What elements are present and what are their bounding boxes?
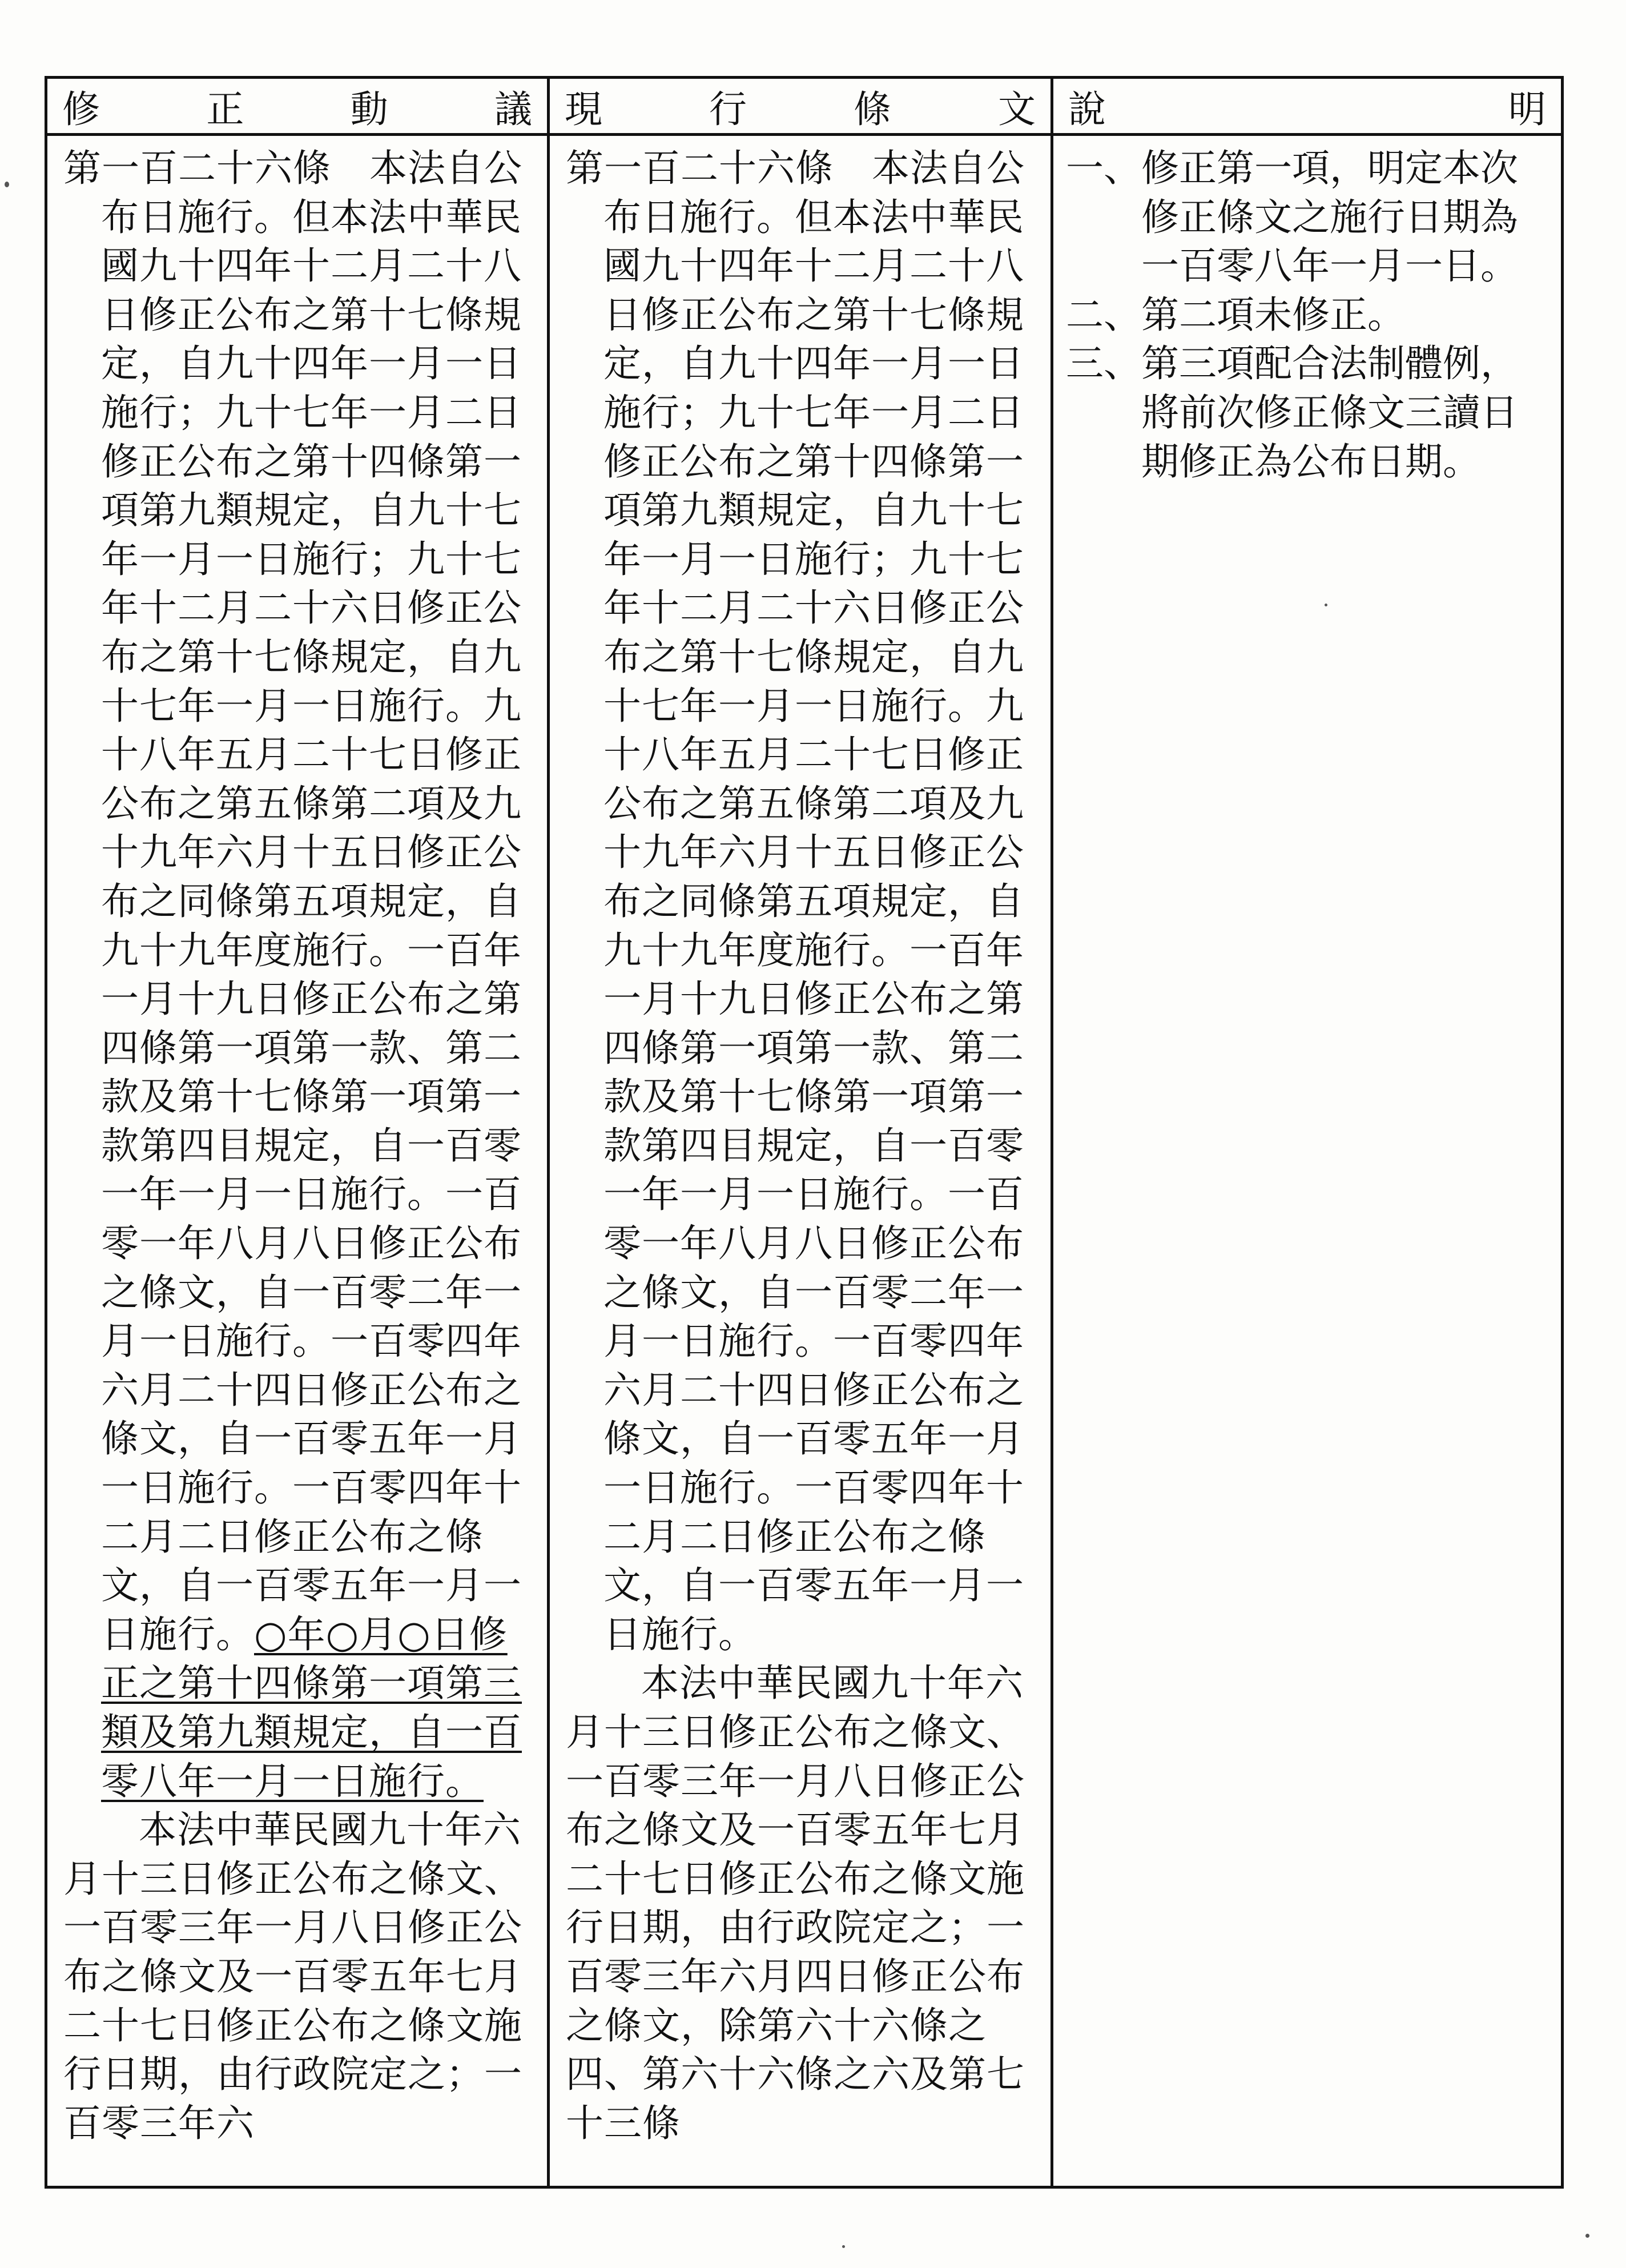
header-char: 現 xyxy=(565,87,602,131)
header-row xyxy=(46,78,1563,135)
current-cell xyxy=(549,135,1052,2187)
current-article: 第一百二十六條 本法自公布日施行。但本法中華民國九十四年十二月二十八日修正公布之第十七條規定，自九十四年一月一日施行；九十七年一月二日修正公布之第十四條第一項第九類規定，自九十七年一月一日施行；九十七年十二月二十六日修正公布之第十七條規定，自九十七年一月一日施行。九十八年五月二十七日修正公布之第五條第二項及九十九年六月十五日修正公布之同條第五項規定，自九十九年度施行。一百年一月十九日修正公布之第四條第一項第一款、第二款及第十七條第一項第一款第四目規定，自一百零一年一月一日施行。一百零一年八月八日修正公布之條文，自一百零二年一月一日施行。一百零四年六月二十四日修正公布之條文，自一百零五年一月一日施行。一百零四年十二月二日修正公布之條文，自一百零五年一月一日施行。 xyxy=(566,146,1025,1656)
header-char: 說 xyxy=(1068,87,1106,131)
header-char: 行 xyxy=(709,87,747,131)
header-char: 議 xyxy=(494,87,532,131)
amendment-cell xyxy=(46,135,549,2187)
header-char: 動 xyxy=(350,87,388,131)
header-explanation xyxy=(1052,78,1563,135)
header-char: 條 xyxy=(854,87,891,131)
explanation-item: 二、第二項未修正。 xyxy=(1066,292,1405,337)
explanation-item: 三、第三項配合法制體例，將前次修正條文三讀日期修正為公布日期。 xyxy=(1066,341,1518,484)
amendment-second-paragraph: 本法中華民國九十年六月十三日修正公布之條文、一百零三年一月八日修正公布之條文及一百零五年七月二十七日修正公布之條文施行日期，由行政院定之；一百零三年六 xyxy=(63,1808,522,2145)
header-current xyxy=(549,78,1052,135)
header-char: 修 xyxy=(62,87,100,131)
header-char: 正 xyxy=(206,87,244,131)
header-char: 文 xyxy=(998,87,1036,131)
comparison-table xyxy=(45,76,1564,2189)
header-char: 明 xyxy=(1508,87,1546,131)
amendment-article xyxy=(63,144,531,1805)
explanation-cell xyxy=(1052,135,1563,2187)
header-amendment xyxy=(46,78,549,135)
current-second-paragraph: 本法中華民國九十年六月十三日修正公布之條文、一百零三年一月八日修正公布之條文及一百零五年七月二十七日修正公布之條文施行日期，由行政院定之；一百零三年六月四日修正公布之條文，除第六十六條之四、第六十六條之六及第七十三條 xyxy=(566,1661,1025,2145)
amendment-underlined-text: ○年○月○日修正之第十四條第一項第三類及第九類規定，自一百零八年一月一日施行。 xyxy=(101,1612,522,1803)
scan-speck xyxy=(5,182,9,187)
scan-speck xyxy=(1325,604,1327,606)
scan-speck xyxy=(1585,2234,1589,2238)
amendment-head-text: 第一百二十六條 本法自公布日施行。但本法中華民國九十四年十二月二十八日修正公布之第十七條規定，自九十四年一月一日施行；九十七年一月二日修正公布之第十四條第一項第九類規定，自九十七年一月一日施行；九十七年十二月二十六日修正公布之第十七條規定，自九十七年一月一日施行。九十八年五月二十七日修正公布之第五條第二項及九十九年六月十五日修正公布之同條第五項規定，自九十九年度施行。一百年一月十九日修正公布之第四條第一項第一款、第二款及第十七條第一項第一款第四目規定，自一百零一年一月一日施行。一百零一年八月八日修正公布之條文，自一百零二年一月一日施行。一百零四年六月二十四日修正公布之條文，自一百零五年一月一日施行。一百零四年十二月二日修正公布之條文，自一百零五年一月一日施行。 xyxy=(63,146,522,1656)
scan-speck xyxy=(842,2245,845,2248)
explanation-item: 一、修正第一項，明定本次修正條文之施行日期為一百零八年一月一日。 xyxy=(1066,146,1518,288)
content-row xyxy=(46,135,1563,2187)
